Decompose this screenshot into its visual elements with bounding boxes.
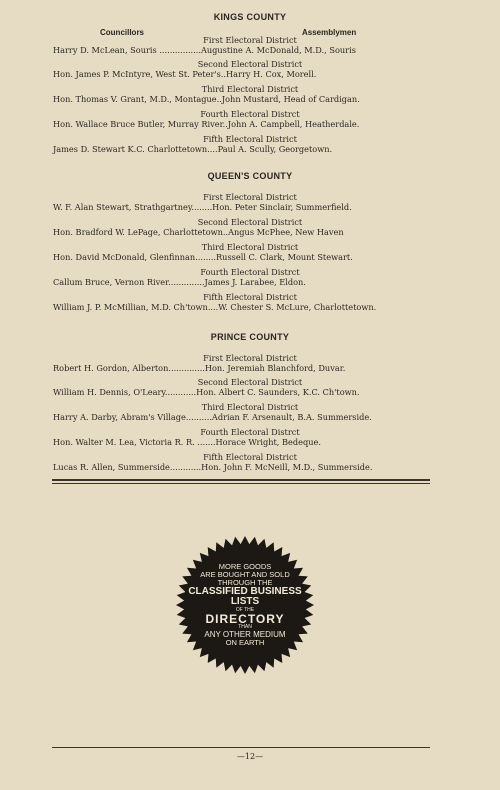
- district-line: Harry D. McLean, Souris ................Augustine A. McDonald, M.D., Souris: [53, 45, 356, 55]
- footer-rule: [52, 747, 430, 748]
- district-line: Robert H. Gordon, Alberton..............Hon. Jeremiah Blanchford, Duvar.: [53, 363, 346, 373]
- district-line: Hon. Bradford W. LePage, Charlottetown..Angus McPhee, New Haven: [53, 227, 344, 237]
- district-heading: Third Electoral District: [201, 242, 299, 252]
- badge-line: ANY OTHER MEDIUM: [204, 629, 286, 639]
- district-heading: Second Electoral District: [197, 377, 303, 387]
- district-heading: Second Electoral District: [197, 217, 303, 227]
- district-heading: Second Electoral District: [197, 59, 303, 69]
- kings-county-title: KINGS COUNTY: [213, 12, 287, 22]
- badge-line: ARE BOUGHT AND SOLD: [200, 569, 290, 579]
- assemblymen-header: Assemblymen: [302, 28, 357, 37]
- district-line: Hon. Walter M. Lea, Victoria R. R. .......Horace Wright, Bedeque.: [53, 437, 321, 447]
- badge-line: THROUGH THE: [217, 577, 273, 587]
- queens-county-title: QUEEN'S COUNTY: [207, 171, 293, 181]
- district-line: Harry A. Darby, Abram's Village..........Adrian F. Arsenault, B.A. Summerside.: [53, 412, 372, 422]
- district-heading: Fourth Electoral Distrct: [200, 267, 300, 277]
- councillors-header: Councillors: [100, 28, 145, 37]
- page-number: —12—: [236, 752, 264, 761]
- district-heading: Third Electoral District: [201, 84, 299, 94]
- badge-line: DIRECTORY: [205, 611, 285, 626]
- district-line: Lucas R. Allen, Summerside............Hon. John F. McNeill, M.D., Summerside.: [53, 462, 373, 472]
- district-heading: Fifth Electoral District: [203, 292, 297, 302]
- district-heading: First Electoral District: [203, 192, 297, 202]
- district-line: Hon. Wallace Bruce Butler, Murray River..John A. Campbell, Heatherdale.: [53, 119, 360, 129]
- district-heading: Fifth Electoral District: [203, 134, 297, 144]
- district-heading: First Electoral District: [203, 353, 297, 363]
- badge-line: MORE GOODS: [218, 562, 272, 571]
- district-heading: Fourth Electoral Distrct: [200, 427, 300, 437]
- district-line: James D. Stewart K.C. Charlottetown....Paul A. Scully, Georgetown.: [53, 144, 333, 154]
- badge-line: ON EARTH: [225, 638, 265, 648]
- directory-advert-badge: [175, 535, 315, 675]
- district-heading: First Electoral District: [203, 35, 297, 45]
- badge-line: OF THE: [235, 606, 255, 613]
- divider-rule: [52, 479, 430, 481]
- district-line: William H. Dennis, O'Leary............Hon. Albert C. Saunders, K.C. Ch'town.: [53, 387, 360, 397]
- divider-rule: [52, 483, 430, 484]
- district-line: Callum Bruce, Vernon River..............James J. Larabee, Eldon.: [53, 277, 306, 287]
- district-line: Hon. David McDonald, Glenfinnan........Russell C. Clark, Mount Stewart.: [53, 252, 353, 262]
- district-heading: Third Electoral District: [201, 402, 299, 412]
- badge-line: CLASSIFIED BUSINESS LISTS: [188, 585, 302, 608]
- district-heading: Fourth Electoral Distrct: [200, 109, 300, 119]
- district-line: Hon. James P. McIntyre, West St. Peter's..Harry H. Cox, Morell.: [53, 69, 317, 79]
- badge-line: THAN: [238, 624, 252, 631]
- district-line: Hon. Thomas V. Grant, M.D., Montague..John Mustard, Head of Cardigan.: [53, 94, 360, 104]
- district-heading: Fifth Electoral District: [203, 452, 297, 462]
- prince-county-title: PRINCE COUNTY: [210, 332, 290, 342]
- district-line: William J. P. McMillian, M.D. Ch'town....W. Chester S. McLure, Charlottetown.: [53, 302, 377, 312]
- district-line: W. F. Alan Stewart, Strathgartney........Hon. Peter Sinclair, Summerfield.: [53, 202, 352, 212]
